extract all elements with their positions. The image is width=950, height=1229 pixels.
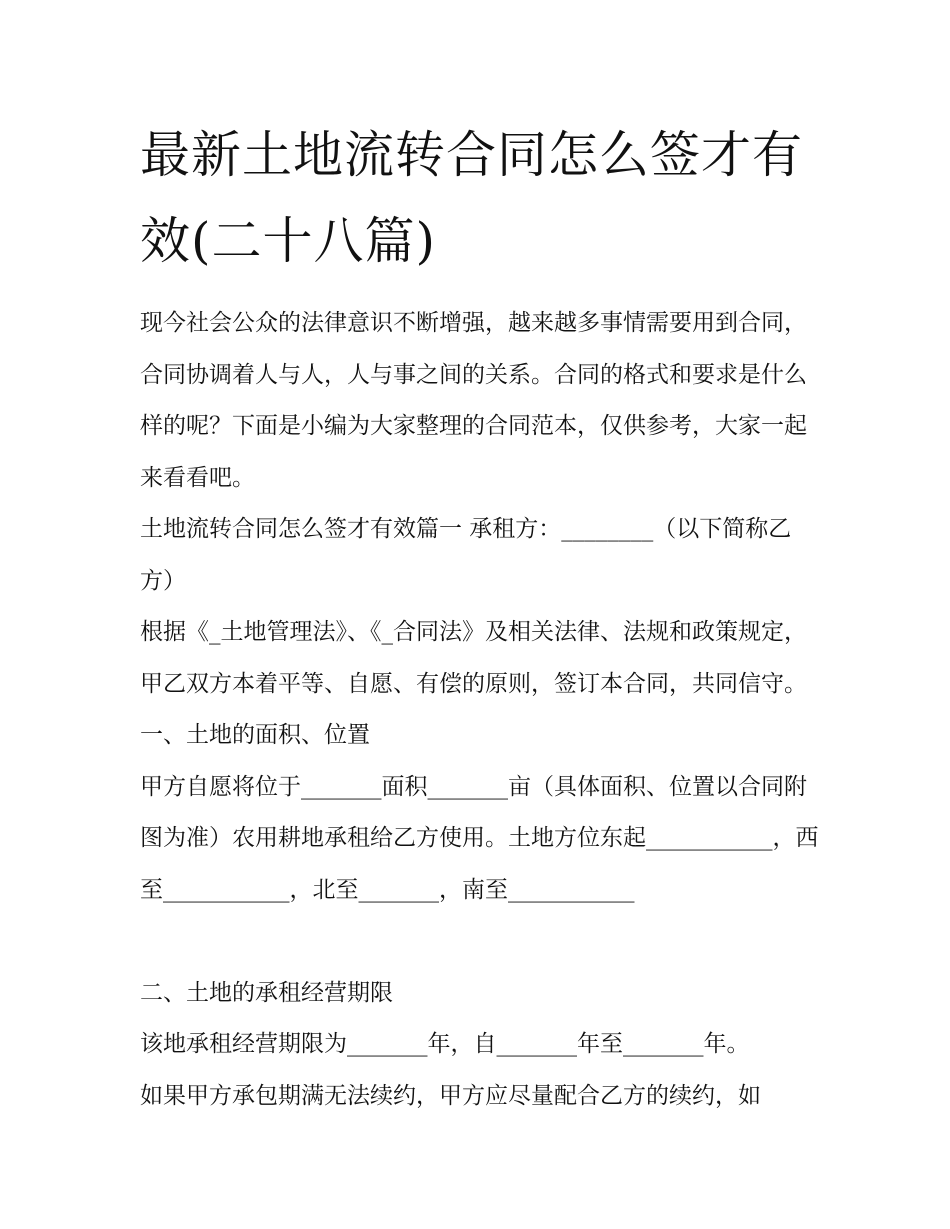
document-title: 最新土地流转合同怎么签才有效(二十八篇)	[140, 126, 803, 270]
section-two-heading: 二、土地的承租经营期限	[140, 979, 393, 1006]
lease-term-paragraph: 该地承租经营期限为_______年，自_______年至_______年。	[140, 1031, 750, 1057]
document-page	[140, 112, 820, 1122]
paragraph-spacer	[140, 916, 820, 968]
renewal-paragraph: 如果甲方承包期满无法续约，甲方应尽量配合乙方的续约，如	[140, 1082, 761, 1109]
land-location-paragraph: 甲方自愿将位于_______面积_______亩（具体面积、位置以合同附图为准）农用耕地承租给乙方使用。土地方位东起___________，西至___________，北至_______，南至___________	[140, 773, 819, 903]
intro-paragraph: 现今社会公众的法律意识不断增强，越来越多事情需要用到合同，合同协调着人与人，人与事之间的关系。合同的格式和要求是什么样的呢？下面是小编为大家整理的合同范本，仅供参考，大家一起来看看吧。	[140, 310, 807, 491]
document-body	[140, 298, 820, 1122]
contract-heading-paragraph: 土地流转合同怎么签才有效篇一 承租方：________（以下简称乙方）	[140, 516, 792, 594]
legal-basis-paragraph: 根据《_土地管理法》、《_合同法》及相关法律、法规和政策规定，甲乙双方本着平等、自愿、有偿的原则，签订本合同，共同信守。 一、土地的面积、位置	[140, 619, 807, 748]
